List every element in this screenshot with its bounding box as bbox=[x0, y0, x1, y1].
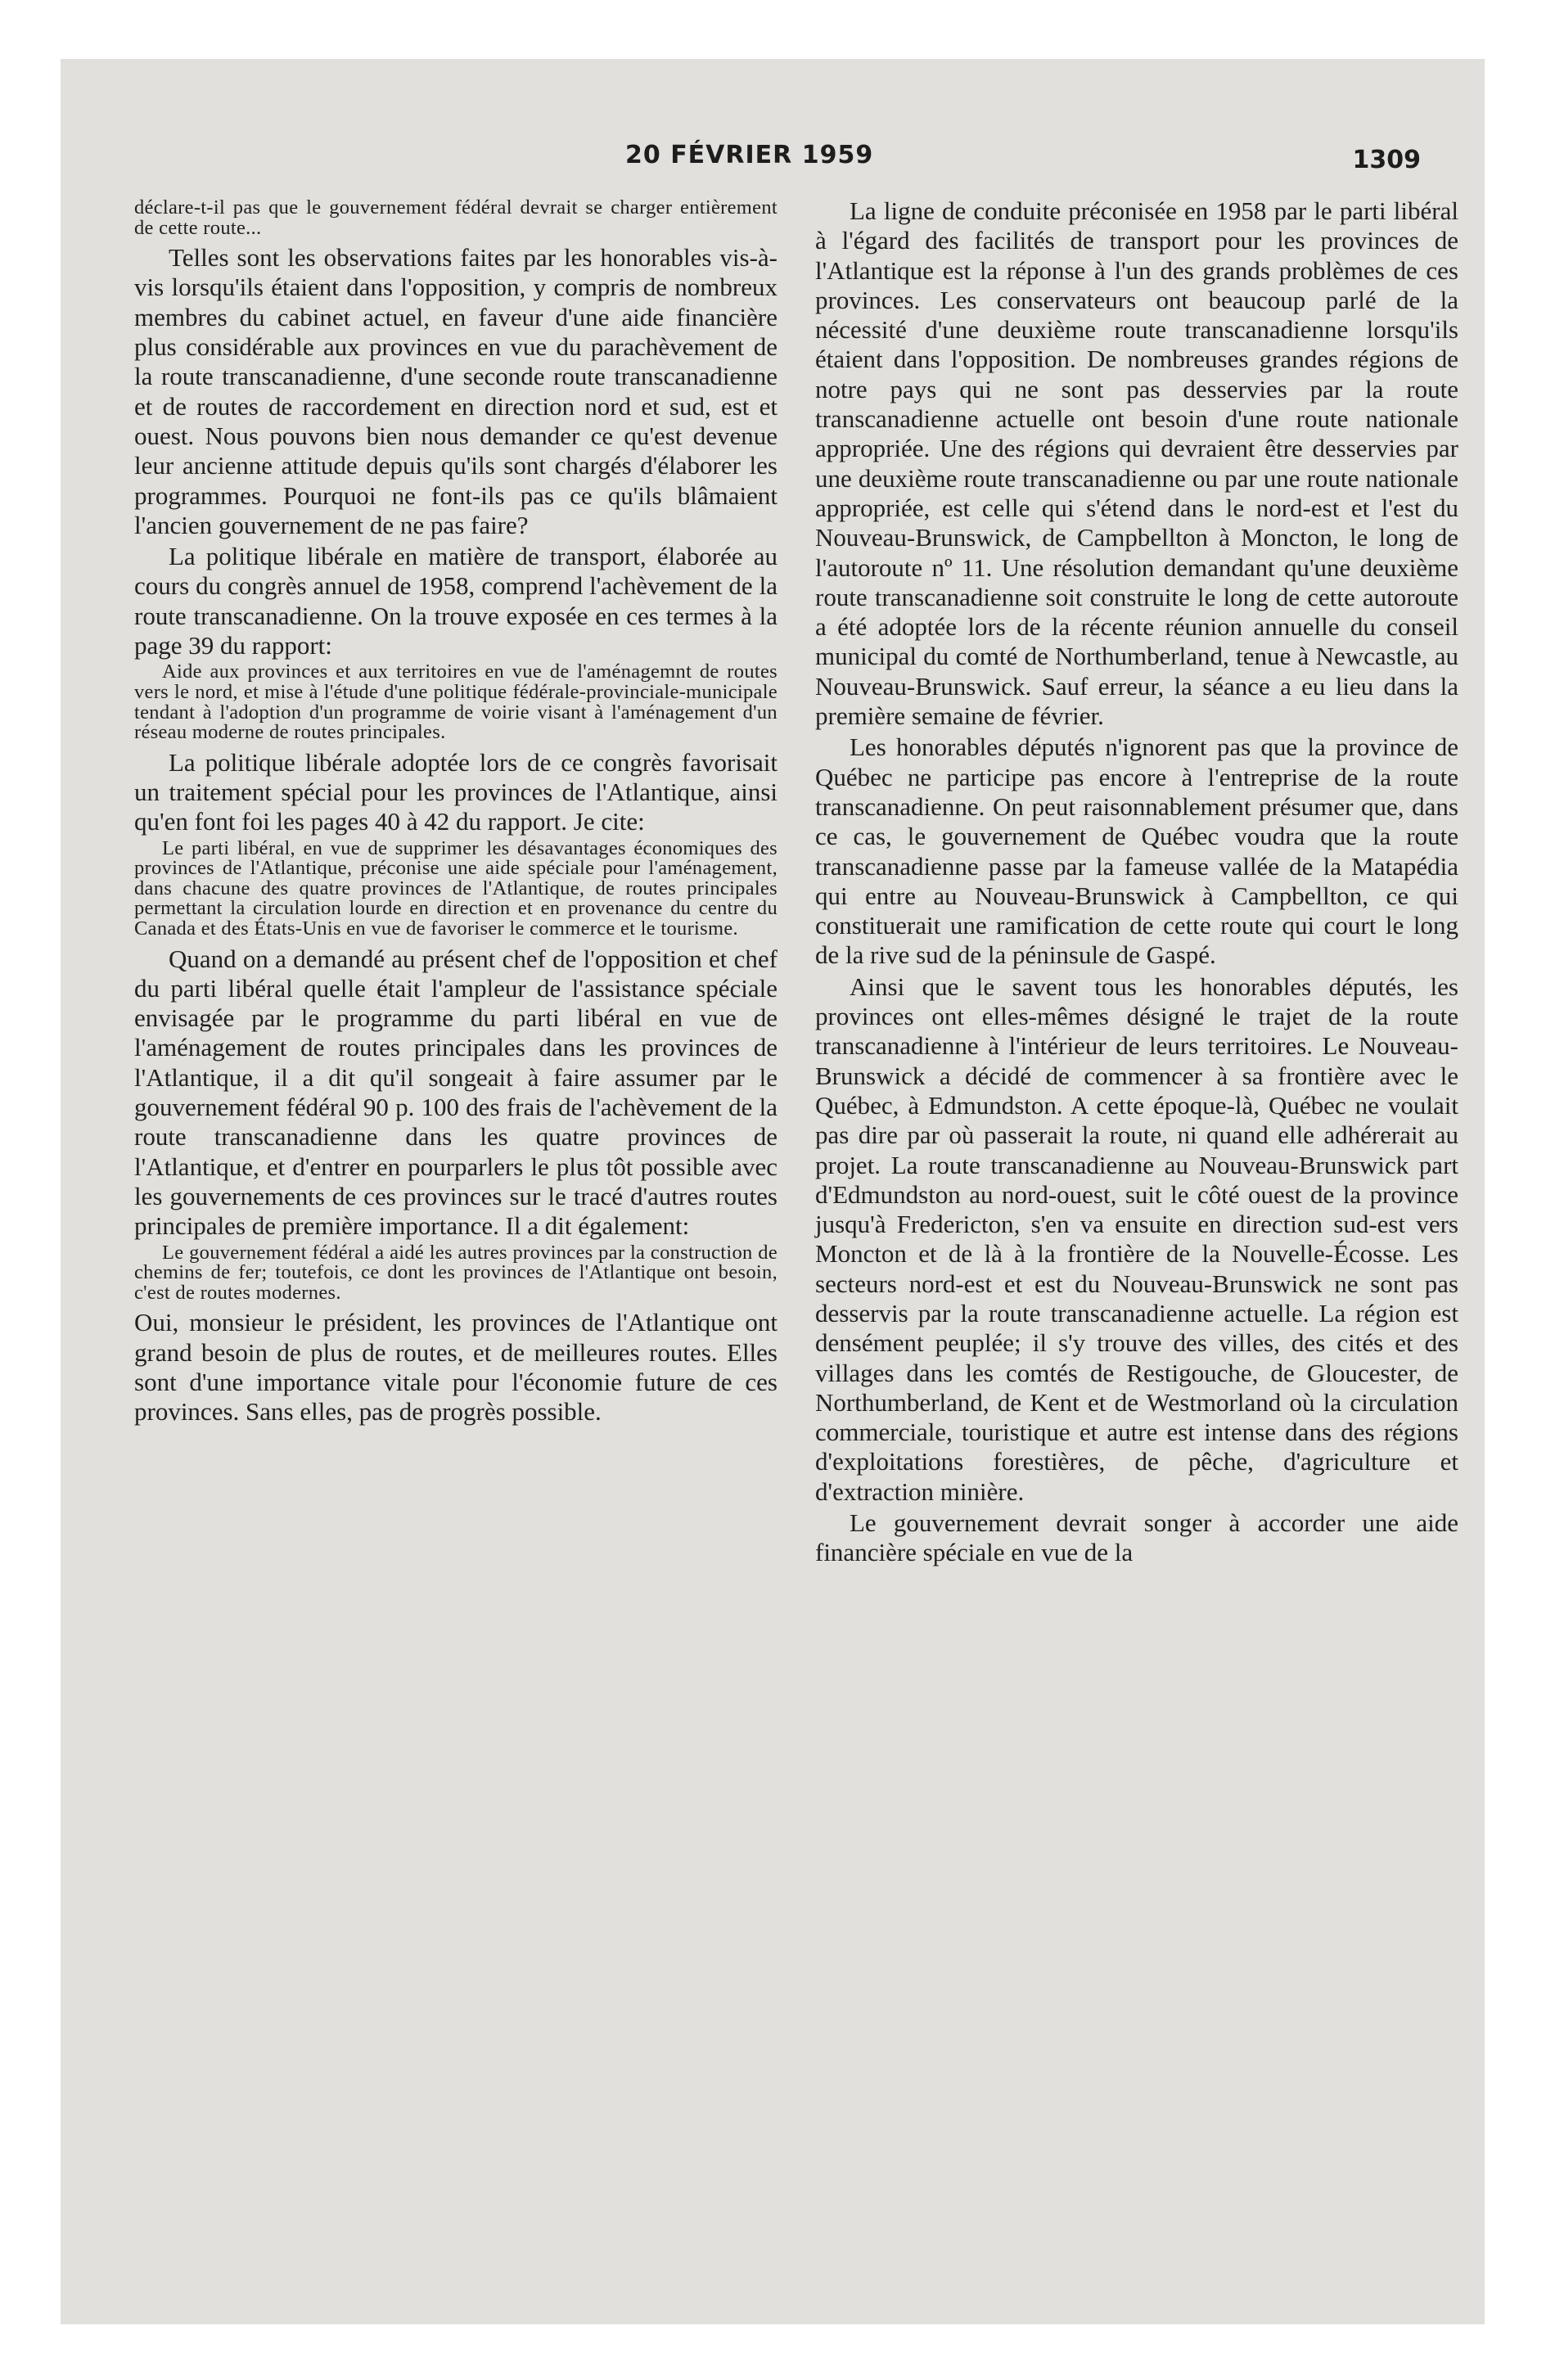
paragraph: Ainsi que le savent tous les honorables députés, les provinces ont elles-mêmes désigné le trajet de la route transcanadienne à l'intérieur de leurs territoires. Le Nouveau-Brunswick a décidé de commencer à sa frontière avec le Québec, à Edmundston. A cette époque-là, Québec ne voulait pas dire par où passerait la route, ni quand elle adhérerait au projet. La route transcanadienne au Nouveau-Brunswick part d'Edmundston au nord-ouest, suit le côté ouest de la province jusqu'à Fredericton, s'en va ensuite en direction sud-est vers Moncton et de là à la frontière de la Nouvelle-Écosse. Les secteurs nord-est et est du Nouveau-Brunswick ne sont pas desservis par la route transcanadienne actuelle. La région est densément peuplée; il s'y trouve des villes, des cités et des villages dans les comtés de Restigouche, de Gloucester, de Northumberland, de Kent et de Westmorland où la circulation commerciale, touristique et autre est intense dans des régions d'exploitations forestières, de pêche, d'agriculture et d'extraction minière. bbox=[815, 971, 1458, 1506]
page-header bbox=[61, 141, 1485, 190]
paragraph: Les honorables députés n'ignorent pas que la province de Québec ne participe pas encore à l'entreprise de la route transcanadienne. On peut raisonnablement présumer que, dans ce cas, le gouvernement de Québec voudra que la route transcanadienne passe par la fameuse vallée de la Matapédia qui entre au Nouveau-Brunswick à Campbellton, ce qui constituerait une ramification de cette route qui court le long de la rive sud de la péninsule de Gaspé. bbox=[815, 732, 1458, 970]
left-column bbox=[134, 196, 778, 1429]
paragraph: La politique libérale adoptée lors de ce congrès favorisait un traitement spécial pour les provinces de l'Atlantique, ainsi qu'en font foi les pages 40 à 42 du rapport. Je cite: bbox=[134, 747, 778, 836]
paragraph: La ligne de conduite préconisée en 1958 par le parti libéral à l'égard des facilités de transport pour les provinces de l'Atlantique est la réponse à l'un des grands problèmes de ces provinces. Les conservateurs ont beaucoup parlé de la nécessité d'une deuxième route transcanadienne lorsqu'ils étaient dans l'opposition. De nombreuses grandes régions de notre pays qui ne sont pas desservies par la route transcanadienne actuelle ont besoin d'une route nationale appropriée. Une des régions qui devraient être desservies par une deuxième route transcanadienne ou par une route nationale appropriée, est celle qui s'étend dans le nord-est et l'est du Nouveau-Brunswick, de Campbellton à Moncton, le long de l'autoroute nº 11. Une résolution demandant qu'une deuxième route transcanadienne soit construite le long de cette autoroute a été adoptée lors de la récente réunion annuelle du conseil municipal du comté de Northumberland, tenue à Newcastle, au Nouveau-Brunswick. Sauf erreur, la séance a eu lieu dans la première semaine de février. bbox=[815, 196, 1458, 731]
block-quote: Le parti libéral, en vue de supprimer les désavantages économiques des provinces de l'Atlantique, préconise une aide spéciale pour l'aménagement, dans chacune des quatre provinces de l'Atlantique, de routes principales permettant la circulation lourde en direction et en provenance du centre du Canada et des États-Unis en vue de favoriser le commerce et le tourisme. bbox=[134, 836, 778, 940]
page-number: 1309 bbox=[1352, 146, 1421, 174]
paragraph: Oui, monsieur le président, les provinces de l'Atlantique ont grand besoin de plus de routes, et de meilleures routes. Elles sont d'une importance vitale pour l'économie future de ces provinces. Sans elles, pas de progrès possible. bbox=[134, 1308, 778, 1427]
paragraph: Le gouvernement devrait songer à accorder une aide financière spéciale en vue de la bbox=[815, 1508, 1458, 1567]
scanned-page bbox=[61, 59, 1485, 2324]
right-column bbox=[815, 196, 1458, 1570]
paragraph: Telles sont les observations faites par les honorables vis-à-vis lorsqu'ils étaient dans l'opposition, y compris de nombreux membres du cabinet actuel, en faveur d'une aide financière plus considérable aux provinces en vue du parachèvement de la route transcanadienne, d'une seconde route transcanadienne et de routes de raccordement en direction nord et sud, est et ouest. Nous pouvons bien nous demander ce qu'est devenue leur ancienne attitude depuis qu'ils sont chargés d'élaborer les programmes. Pourquoi ne font-ils pas ce qu'ils blâmaient l'ancien gouvernement de ne pas faire? bbox=[134, 243, 778, 539]
quote-continuation: déclare-t-il pas que le gouvernement fédéral devrait se charger entièrement de cette route... bbox=[134, 196, 778, 239]
header-date: 20 FÉVRIER 1959 bbox=[625, 141, 874, 169]
paragraph: Quand on a demandé au présent chef de l'opposition et chef du parti libéral quelle était l'ampleur de l'assistance spéciale envisagée par le programme du parti libéral en vue de l'aménagement de routes principales dans les provinces de l'Atlantique, il a dit qu'il songeait à faire assumer par le gouvernement fédéral 90 p. 100 des frais de l'achèvement de la route transcanadienne dans les quatre provinces de l'Atlantique, et d'entrer en pourparlers le plus tôt possible avec les gouvernements de ces provinces sur le tracé d'autres routes principales de première importance. Il a dit également: bbox=[134, 944, 778, 1241]
block-quote: Le gouvernement fédéral a aidé les autres provinces par la construction de chemins de fer; toutefois, ce dont les provinces de l'Atlantique ont besoin, c'est de routes modernes. bbox=[134, 1241, 778, 1304]
paragraph: La politique libérale en matière de transport, élaborée au cours du congrès annuel de 1958, comprend l'achèvement de la route transcanadienne. On la trouve exposée en ces termes à la page 39 du rapport: bbox=[134, 542, 778, 660]
block-quote: Aide aux provinces et aux territoires en vue de l'aménagemnt de routes vers le nord, et mise à l'étude d'une politique fédérale-provinciale-municipale tendant à l'adoption d'un programme de voirie visant à l'aménagement d'un réseau moderne de routes principales. bbox=[134, 660, 778, 744]
